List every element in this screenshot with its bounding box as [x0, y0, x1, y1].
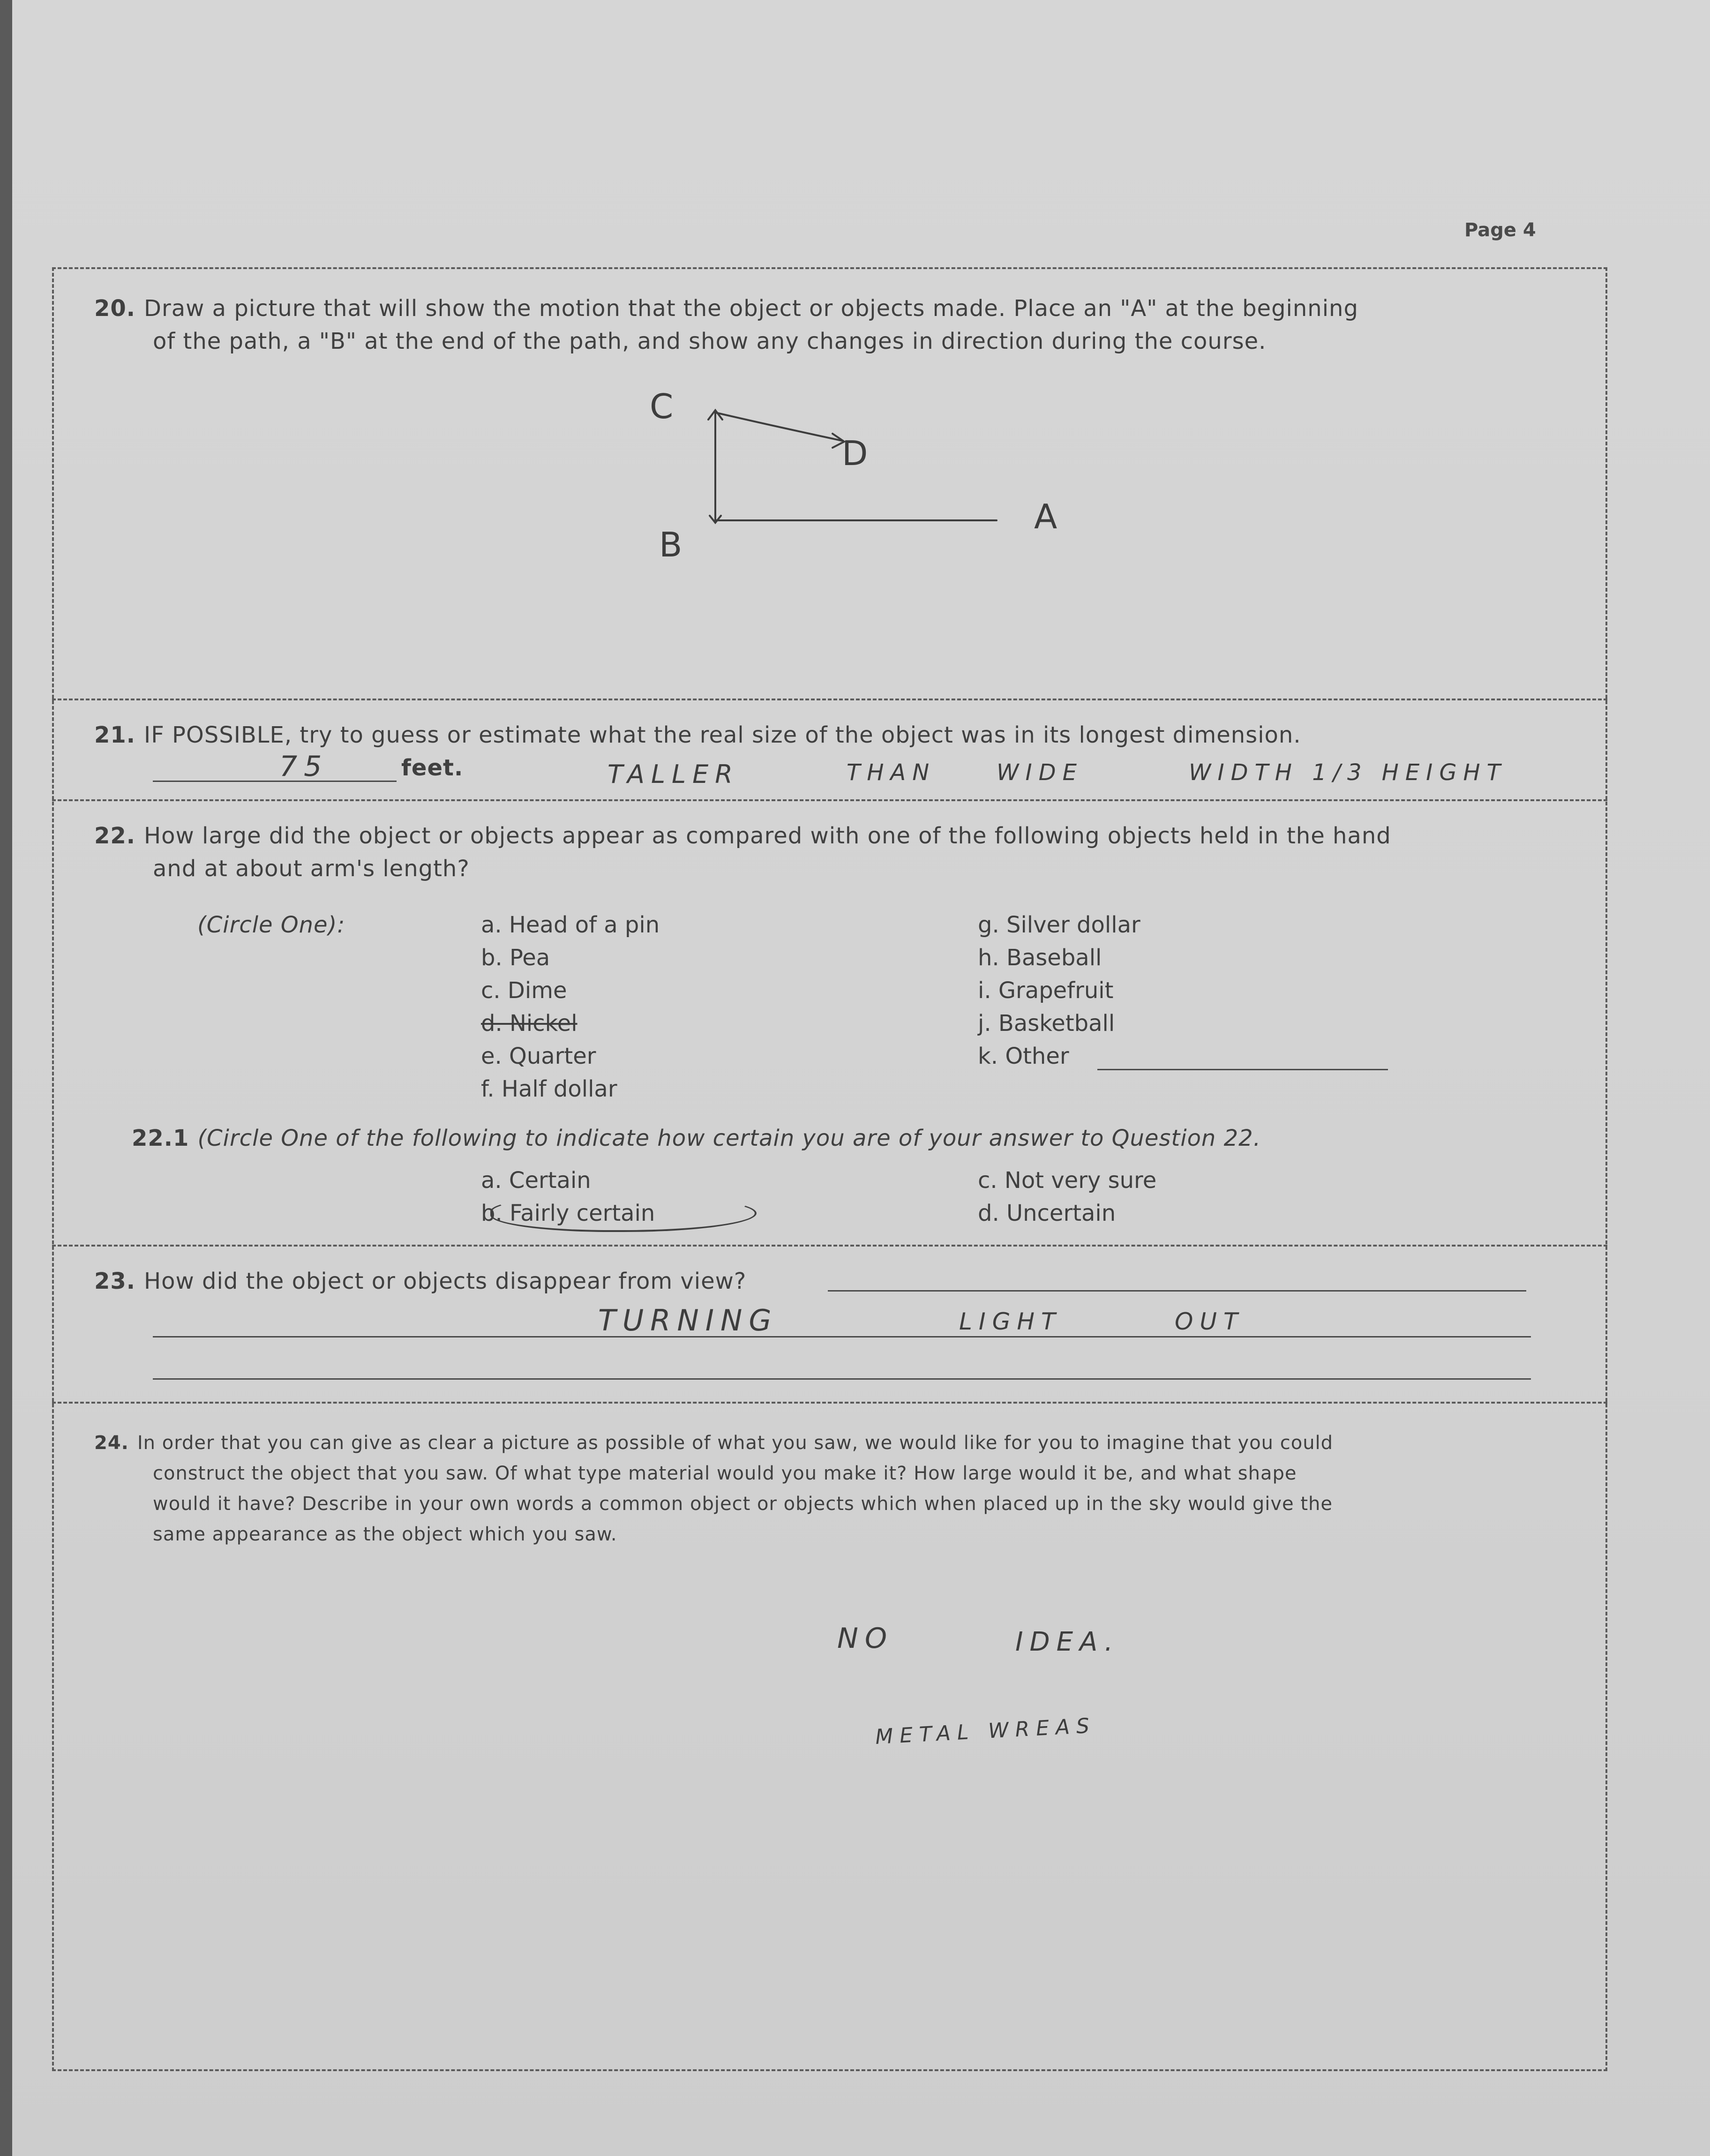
- q21-note-1: TALLER: [608, 759, 739, 789]
- q20-text-1: Draw a picture that will show the motion that the object or objects made. Place an "A" at the beginning: [144, 295, 1358, 322]
- q24-line4: same appearance as the object which you saw.: [153, 1524, 617, 1545]
- q21-line: [94, 720, 1301, 751]
- q21-text: try to guess or estimate what the real size of the object was in its longest dimension.: [300, 722, 1301, 748]
- q22-option-b: b. Pea: [481, 945, 550, 971]
- page-number: Page 4: [1464, 219, 1536, 241]
- q22-option-j: j. Basketball: [978, 1010, 1115, 1037]
- q22-text-1: How large did the object or objects appear as compared with one of the following objects held in the hand: [144, 823, 1391, 849]
- q22-option-e: e. Quarter: [481, 1043, 596, 1069]
- q22-1-option-b: b. Fairly certain: [481, 1200, 655, 1226]
- q23-line: [94, 1266, 746, 1297]
- q22-other-line: [1097, 1069, 1388, 1070]
- q22-1-option-c: c. Not very sure: [978, 1167, 1157, 1194]
- divider-q21: [52, 699, 1607, 700]
- q22-1-number: 22.1: [132, 1125, 189, 1151]
- q24-line3: would it have? Describe in your own words a common object or objects which when placed up in the sky would give the: [153, 1493, 1333, 1515]
- q21-note-4: WIDTH 1/3 HEIGHT: [1189, 759, 1507, 786]
- q22-instruction: (Circle One):: [197, 912, 345, 938]
- path-segment-c-d: [715, 413, 842, 441]
- q21-note-2: THAN: [847, 759, 936, 786]
- q21-emphasis: IF POSSIBLE,: [144, 722, 292, 748]
- q20-line2: of the path, a "B" at the end of the path, and show any changes in direction during the course.: [153, 328, 1267, 354]
- label-d: D: [842, 434, 868, 473]
- q24-number: 24.: [94, 1432, 129, 1454]
- q21-number: 21.: [94, 722, 136, 748]
- q23-answer-line-3: [153, 1378, 1531, 1380]
- q22-1-option-a: a. Certain: [481, 1167, 591, 1194]
- q22-number: 22.: [94, 823, 136, 849]
- scan-edge: [0, 0, 12, 2156]
- q22-option-h: h. Baseball: [978, 945, 1102, 971]
- divider-q24: [52, 1402, 1607, 1404]
- label-a: A: [1034, 497, 1058, 536]
- q21-note-3: WIDE: [997, 759, 1083, 786]
- divider-q23: [52, 1245, 1607, 1247]
- q20-line1: [94, 293, 1358, 324]
- q24-answer-material: METAL WREAS: [875, 1713, 1097, 1749]
- q23-answer-2: LIGHT: [959, 1308, 1062, 1335]
- form-page: [12, 0, 1710, 2156]
- q22-1-text: (Circle One of the following to indicate how certain you are of your answer to Question 22.: [197, 1125, 1261, 1151]
- q22-option-i: i. Grapefruit: [978, 977, 1114, 1004]
- q22-option-d: d. Nickel: [481, 1010, 578, 1037]
- q22-option-f: f. Half dollar: [481, 1076, 617, 1102]
- q22-1-option-d: d. Uncertain: [978, 1200, 1116, 1226]
- q23-answer-1: TURNING: [598, 1303, 778, 1337]
- q22-line1: [94, 820, 1391, 851]
- q21-answer-value: 75: [279, 750, 329, 783]
- divider-q22: [52, 799, 1607, 801]
- q23-number: 23.: [94, 1268, 136, 1294]
- q24-line1: [94, 1427, 1333, 1458]
- q21-unit: feet.: [401, 755, 464, 781]
- q23-answer-3: OUT: [1175, 1308, 1245, 1335]
- q24-text-1: In order that you can give as clear a picture as possible of what you saw, we would like for you to imagine that you could: [137, 1432, 1334, 1454]
- label-c: C: [650, 387, 674, 426]
- q23-text: How did the object or objects disappear from view?: [144, 1268, 747, 1294]
- q22-1-line: [132, 1123, 1261, 1154]
- q21-answer-line: [153, 781, 397, 782]
- q24-answer-idea: IDEA.: [1015, 1627, 1120, 1657]
- q24-line2: construct the object that you saw. Of what type material would you make it? How large would it be, and what shape: [153, 1463, 1297, 1484]
- q22-option-a: a. Head of a pin: [481, 912, 660, 938]
- q23-answer-line-1: [828, 1290, 1526, 1292]
- q22-option-g: g. Silver dollar: [978, 912, 1140, 938]
- q24-answer-no: NO: [837, 1622, 894, 1655]
- q20-number: 20.: [94, 295, 136, 322]
- q23-answer-line-2: [153, 1336, 1531, 1337]
- motion-path-drawing: [622, 384, 1090, 581]
- q22-1-circle-mark: [490, 1194, 757, 1232]
- q22-option-k: k. Other: [978, 1043, 1069, 1069]
- q22-line2: and at about arm's length?: [153, 856, 470, 882]
- label-b: B: [659, 525, 682, 564]
- q22-option-c: c. Dime: [481, 977, 567, 1004]
